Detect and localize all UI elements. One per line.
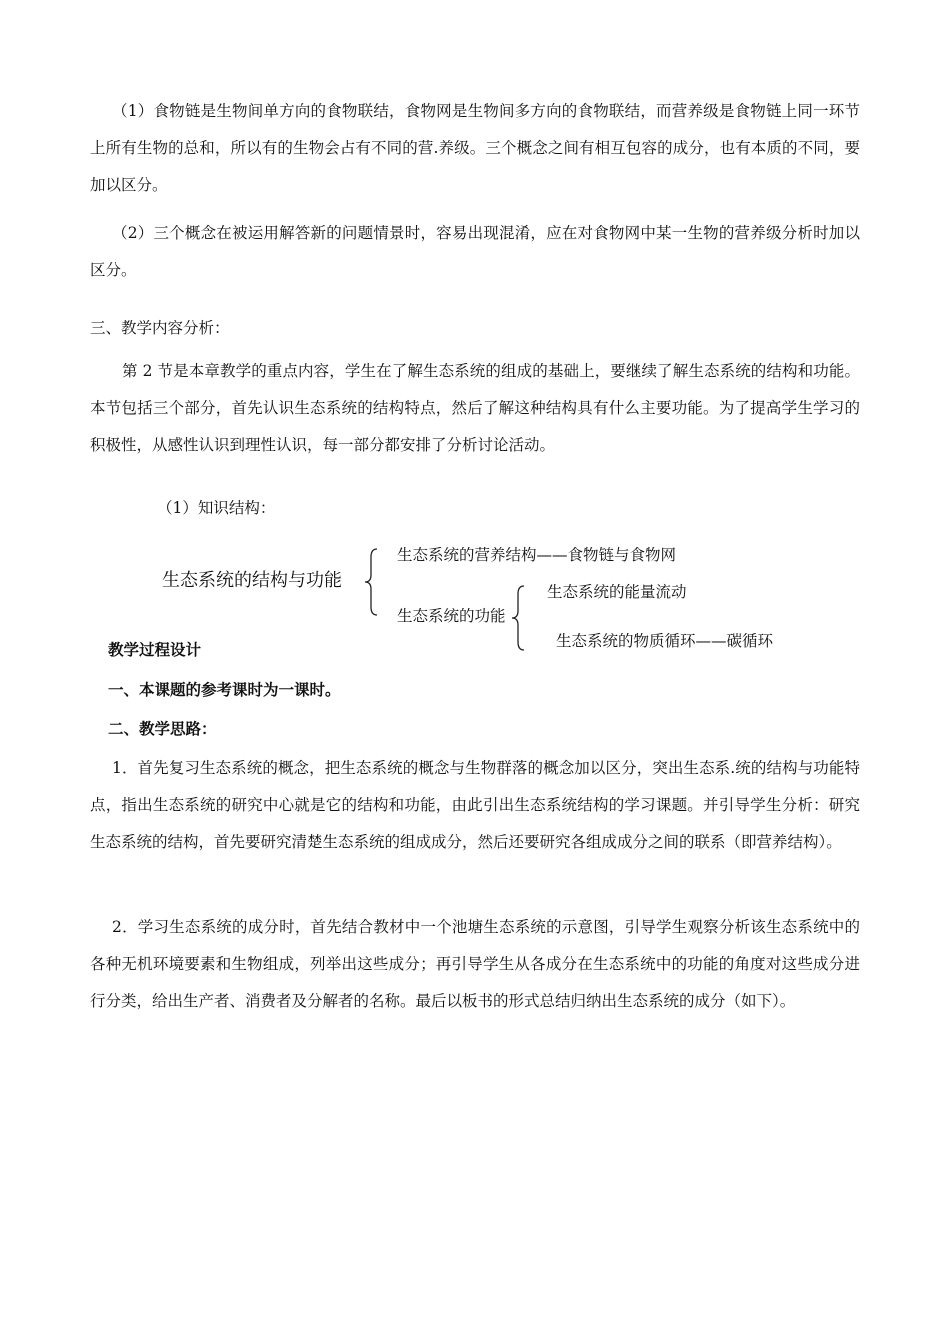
paragraph-content-analysis: 第 2 节是本章教学的重点内容，学生在了解生态系统的组成的基础上，要继续了解生态系统的结构和功能。本节包括三个部分，首先认识生态系统的结构特点，然后了解这种结构具有什么主要功能。为了提高学生学习的积极性，从感性认识到理性认识，每一部分都安排了分析讨论活动。 — [90, 362, 860, 454]
section-teaching-ideas: 二、教学思路： — [108, 719, 217, 738]
teaching-idea-2: 2．学习生态系统的成分时，首先结合教材中一个池塘生态系统的示意图，引导学生观察分析该生态系统中的各种无机环境要素和生物组成，列举出这些成分；再引导学生从各成分在生态系统中的功能的角度对这些成分进行分类，给出生产者、消费者及分解者的名称。最后以板书的形式总结归纳出生态系统的成分（如下）。 — [90, 918, 860, 1010]
diagram-sub-material: 生态系统的物质循环——碳循环 — [556, 632, 774, 650]
diagram-branch-structure: 生态系统的营养结构——食物链与食物网 — [397, 546, 677, 564]
paragraph-confusion: （2）三个概念在被运用解答新的问题情景时，容易出现混淆，应在对食物网中某一生物的营养级分析时加以区分。 — [90, 224, 860, 279]
heading-content-analysis: 三、教学内容分析： — [90, 319, 230, 337]
section-lesson-hours: 一、本课题的参考课时为一课时。 — [108, 680, 341, 699]
brace-main — [363, 547, 383, 617]
paragraph-food-chain: （1）食物链是生物间单方向的食物联结，食物网是生物间多方向的食物联结，而营养级是食物链上同一环节上所有生物的总和，所以有的生物会占有不同的营.养级。三个概念之间有相互包容的成分，也有本质的不同，要加以区分。 — [90, 102, 860, 194]
process-design-title: 教学过程设计 — [108, 640, 202, 659]
teaching-idea-1: 1．首先复习生态系统的概念，把生态系统的概念与生物群落的概念加以区分，突出生态系.统的结构与功能特点，指出生态系统的研究中心就是它的结构和功能，由此引出生态系统结构的学习课题。并引导学生分析：研究生态系统的结构，首先要研究清楚生态系统的组成成分，然后还要研究各组成成分之间的联系（即营养结构）。 — [90, 759, 860, 851]
knowledge-structure-label: （1）知识结构： — [157, 499, 276, 517]
diagram-sub-energy: 生态系统的能量流动 — [547, 583, 687, 601]
brace-function — [510, 584, 530, 652]
diagram-branch-function: 生态系统的功能 — [397, 607, 506, 625]
diagram-root: 生态系统的结构与功能 — [162, 570, 342, 591]
